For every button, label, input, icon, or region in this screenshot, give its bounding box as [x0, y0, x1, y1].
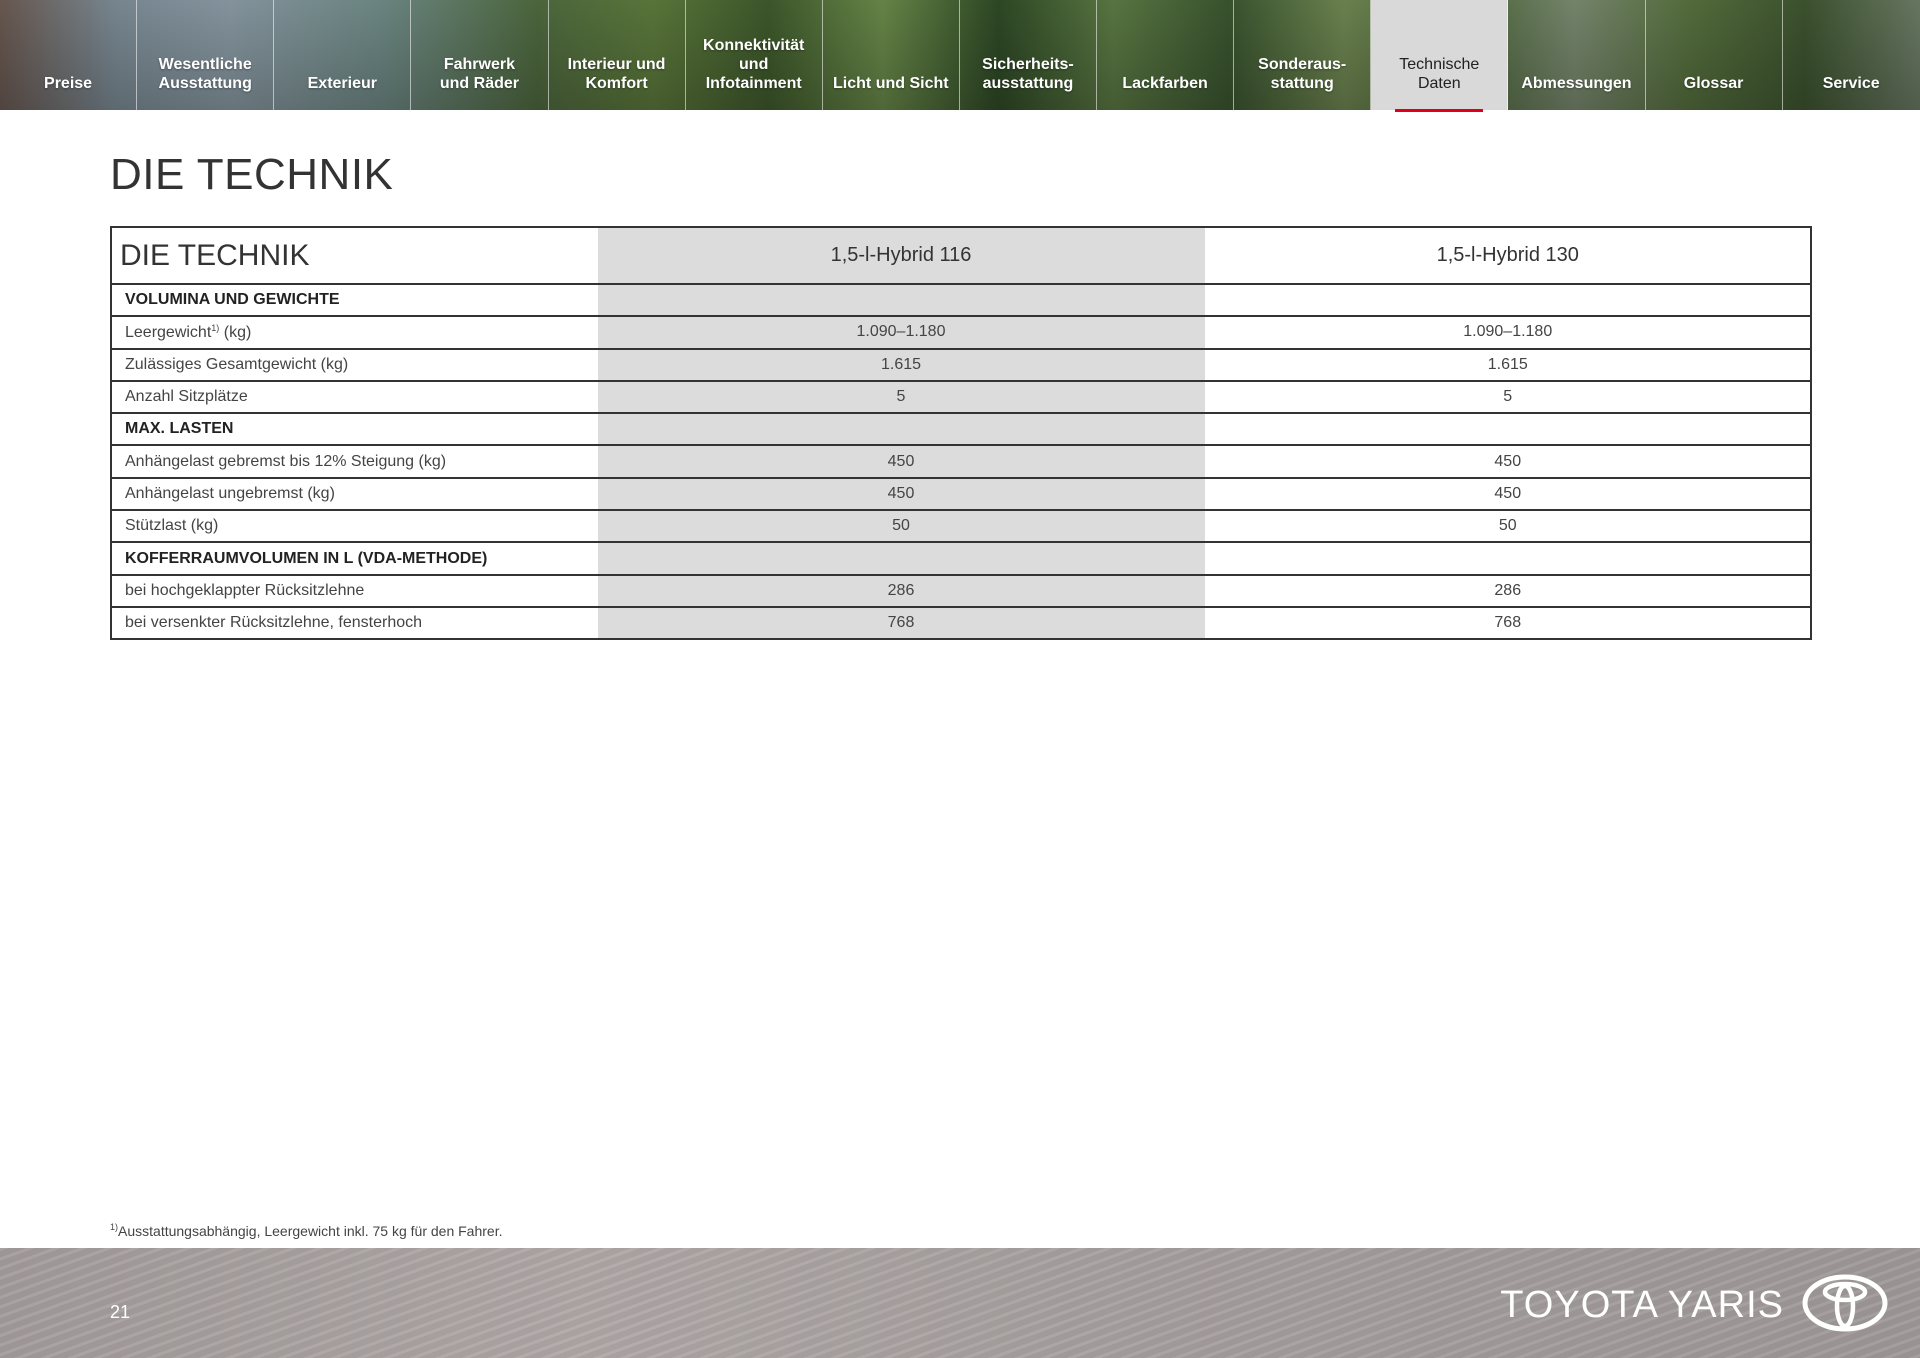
section-label: KOFFERRAUMVOLUMEN IN L (VDA-METHODE) [111, 542, 597, 574]
nav-tab-2[interactable]: Exterieur [274, 0, 411, 110]
section-row [111, 284, 1811, 316]
toyota-logo-icon [1802, 1274, 1888, 1332]
top-navigation [0, 0, 1920, 110]
nav-tab-1[interactable]: Wesentliche Ausstattung [137, 0, 274, 110]
nav-tab-12[interactable]: Glossar [1646, 0, 1783, 110]
row-label [111, 316, 597, 348]
row-footnote-marker: 1) [211, 322, 220, 333]
value-hybrid-130: 1.090–1.180 [1205, 316, 1811, 348]
section-cell-a [597, 284, 1205, 316]
value-hybrid-130: 286 [1205, 575, 1811, 607]
footnote-marker: 1) [110, 1222, 119, 1232]
value-hybrid-116: 5 [597, 381, 1205, 413]
row-label-text: Anzahl Sitzplätze [125, 388, 248, 406]
row-label-text: Stützlast (kg) [125, 517, 219, 535]
page-footer [0, 1248, 1920, 1358]
section-cell-b [1205, 284, 1811, 316]
nav-tab-4[interactable]: Interieur und Komfort [549, 0, 686, 110]
nav-tab-13[interactable]: Service [1822, 75, 1880, 92]
nav-tab-0[interactable]: Preise [0, 0, 137, 110]
table-row [111, 575, 1811, 607]
row-unit: (kg) [219, 323, 252, 341]
row-label [111, 575, 597, 607]
footnote [110, 1222, 502, 1239]
value-hybrid-130: 450 [1205, 478, 1811, 510]
section-cell-a [597, 413, 1205, 445]
value-hybrid-130: 1.615 [1205, 349, 1811, 381]
footnote-text: Ausstattungsabhängig, Leergewicht inkl. 75 kg für den Fahrer. [118, 1223, 503, 1239]
value-hybrid-130: 450 [1205, 445, 1811, 477]
value-hybrid-116: 450 [597, 445, 1205, 477]
value-hybrid-116: 50 [597, 510, 1205, 542]
row-label-text: Anhängelast ungebremst (kg) [125, 484, 335, 502]
table-row [111, 445, 1811, 477]
row-label-text: bei hochgeklappter Rücksitzlehne [125, 581, 365, 599]
row-label-text: Anhängelast gebremst bis 12% Steigung (kg) [125, 452, 447, 470]
row-label [111, 381, 597, 413]
nav-tab-3[interactable]: Fahrwerk und Räder [411, 0, 548, 110]
section-cell-b [1205, 542, 1811, 574]
row-label [111, 445, 597, 477]
table-title: DIE TECHNIK [111, 227, 597, 284]
section-row [111, 542, 1811, 574]
brand-name: TOYOTA YARIS [1500, 1284, 1784, 1326]
value-hybrid-130: 5 [1205, 381, 1811, 413]
table-row [111, 349, 1811, 381]
value-hybrid-116: 1.090–1.180 [597, 316, 1205, 348]
row-label-text: Leergewicht [125, 323, 212, 341]
value-hybrid-116: 450 [597, 478, 1205, 510]
table-row [111, 316, 1811, 348]
row-label [111, 607, 597, 639]
value-hybrid-116: 286 [597, 575, 1205, 607]
nav-tab-9[interactable]: Sonderaus- stattung [1234, 0, 1371, 110]
table-row [111, 478, 1811, 510]
nav-tab-7[interactable]: Sicherheits- ausstattung [960, 0, 1097, 110]
nav-tab-6[interactable]: Licht und Sicht [823, 0, 960, 110]
table-header-row [111, 227, 1811, 284]
value-hybrid-116: 768 [597, 607, 1205, 639]
nav-tab-8[interactable]: Lackfarben [1097, 0, 1234, 110]
row-label-text: bei versenkter Rücksitzlehne, fensterhoch [125, 614, 423, 632]
table-row [111, 607, 1811, 639]
section-label: MAX. LASTEN [111, 413, 597, 445]
section-row [111, 413, 1811, 445]
table-row [111, 510, 1811, 542]
row-label-text: Zulässiges Gesamtgewicht (kg) [125, 355, 349, 373]
value-hybrid-130: 768 [1205, 607, 1811, 639]
spec-table [110, 226, 1812, 640]
page-number: 21 [110, 1302, 131, 1322]
row-label [111, 478, 597, 510]
nav-tab-11[interactable]: Abmessungen [1508, 0, 1645, 110]
nav-tab-10[interactable]: Technische Daten [1371, 0, 1508, 110]
value-hybrid-130: 50 [1205, 510, 1811, 542]
column-header-hybrid-130: 1,5-l-Hybrid 130 [1205, 227, 1811, 284]
section-cell-b [1205, 413, 1811, 445]
section-cell-a [597, 542, 1205, 574]
nav-tab-5[interactable]: Konnektivität und Infotainment [686, 0, 823, 110]
row-label [111, 510, 597, 542]
page-title: DIE TECHNIK [110, 150, 394, 199]
row-label [111, 349, 597, 381]
value-hybrid-116: 1.615 [597, 349, 1205, 381]
section-label: VOLUMINA UND GEWICHTE [111, 284, 597, 316]
table-row [111, 381, 1811, 413]
column-header-hybrid-116: 1,5-l-Hybrid 116 [597, 227, 1205, 284]
